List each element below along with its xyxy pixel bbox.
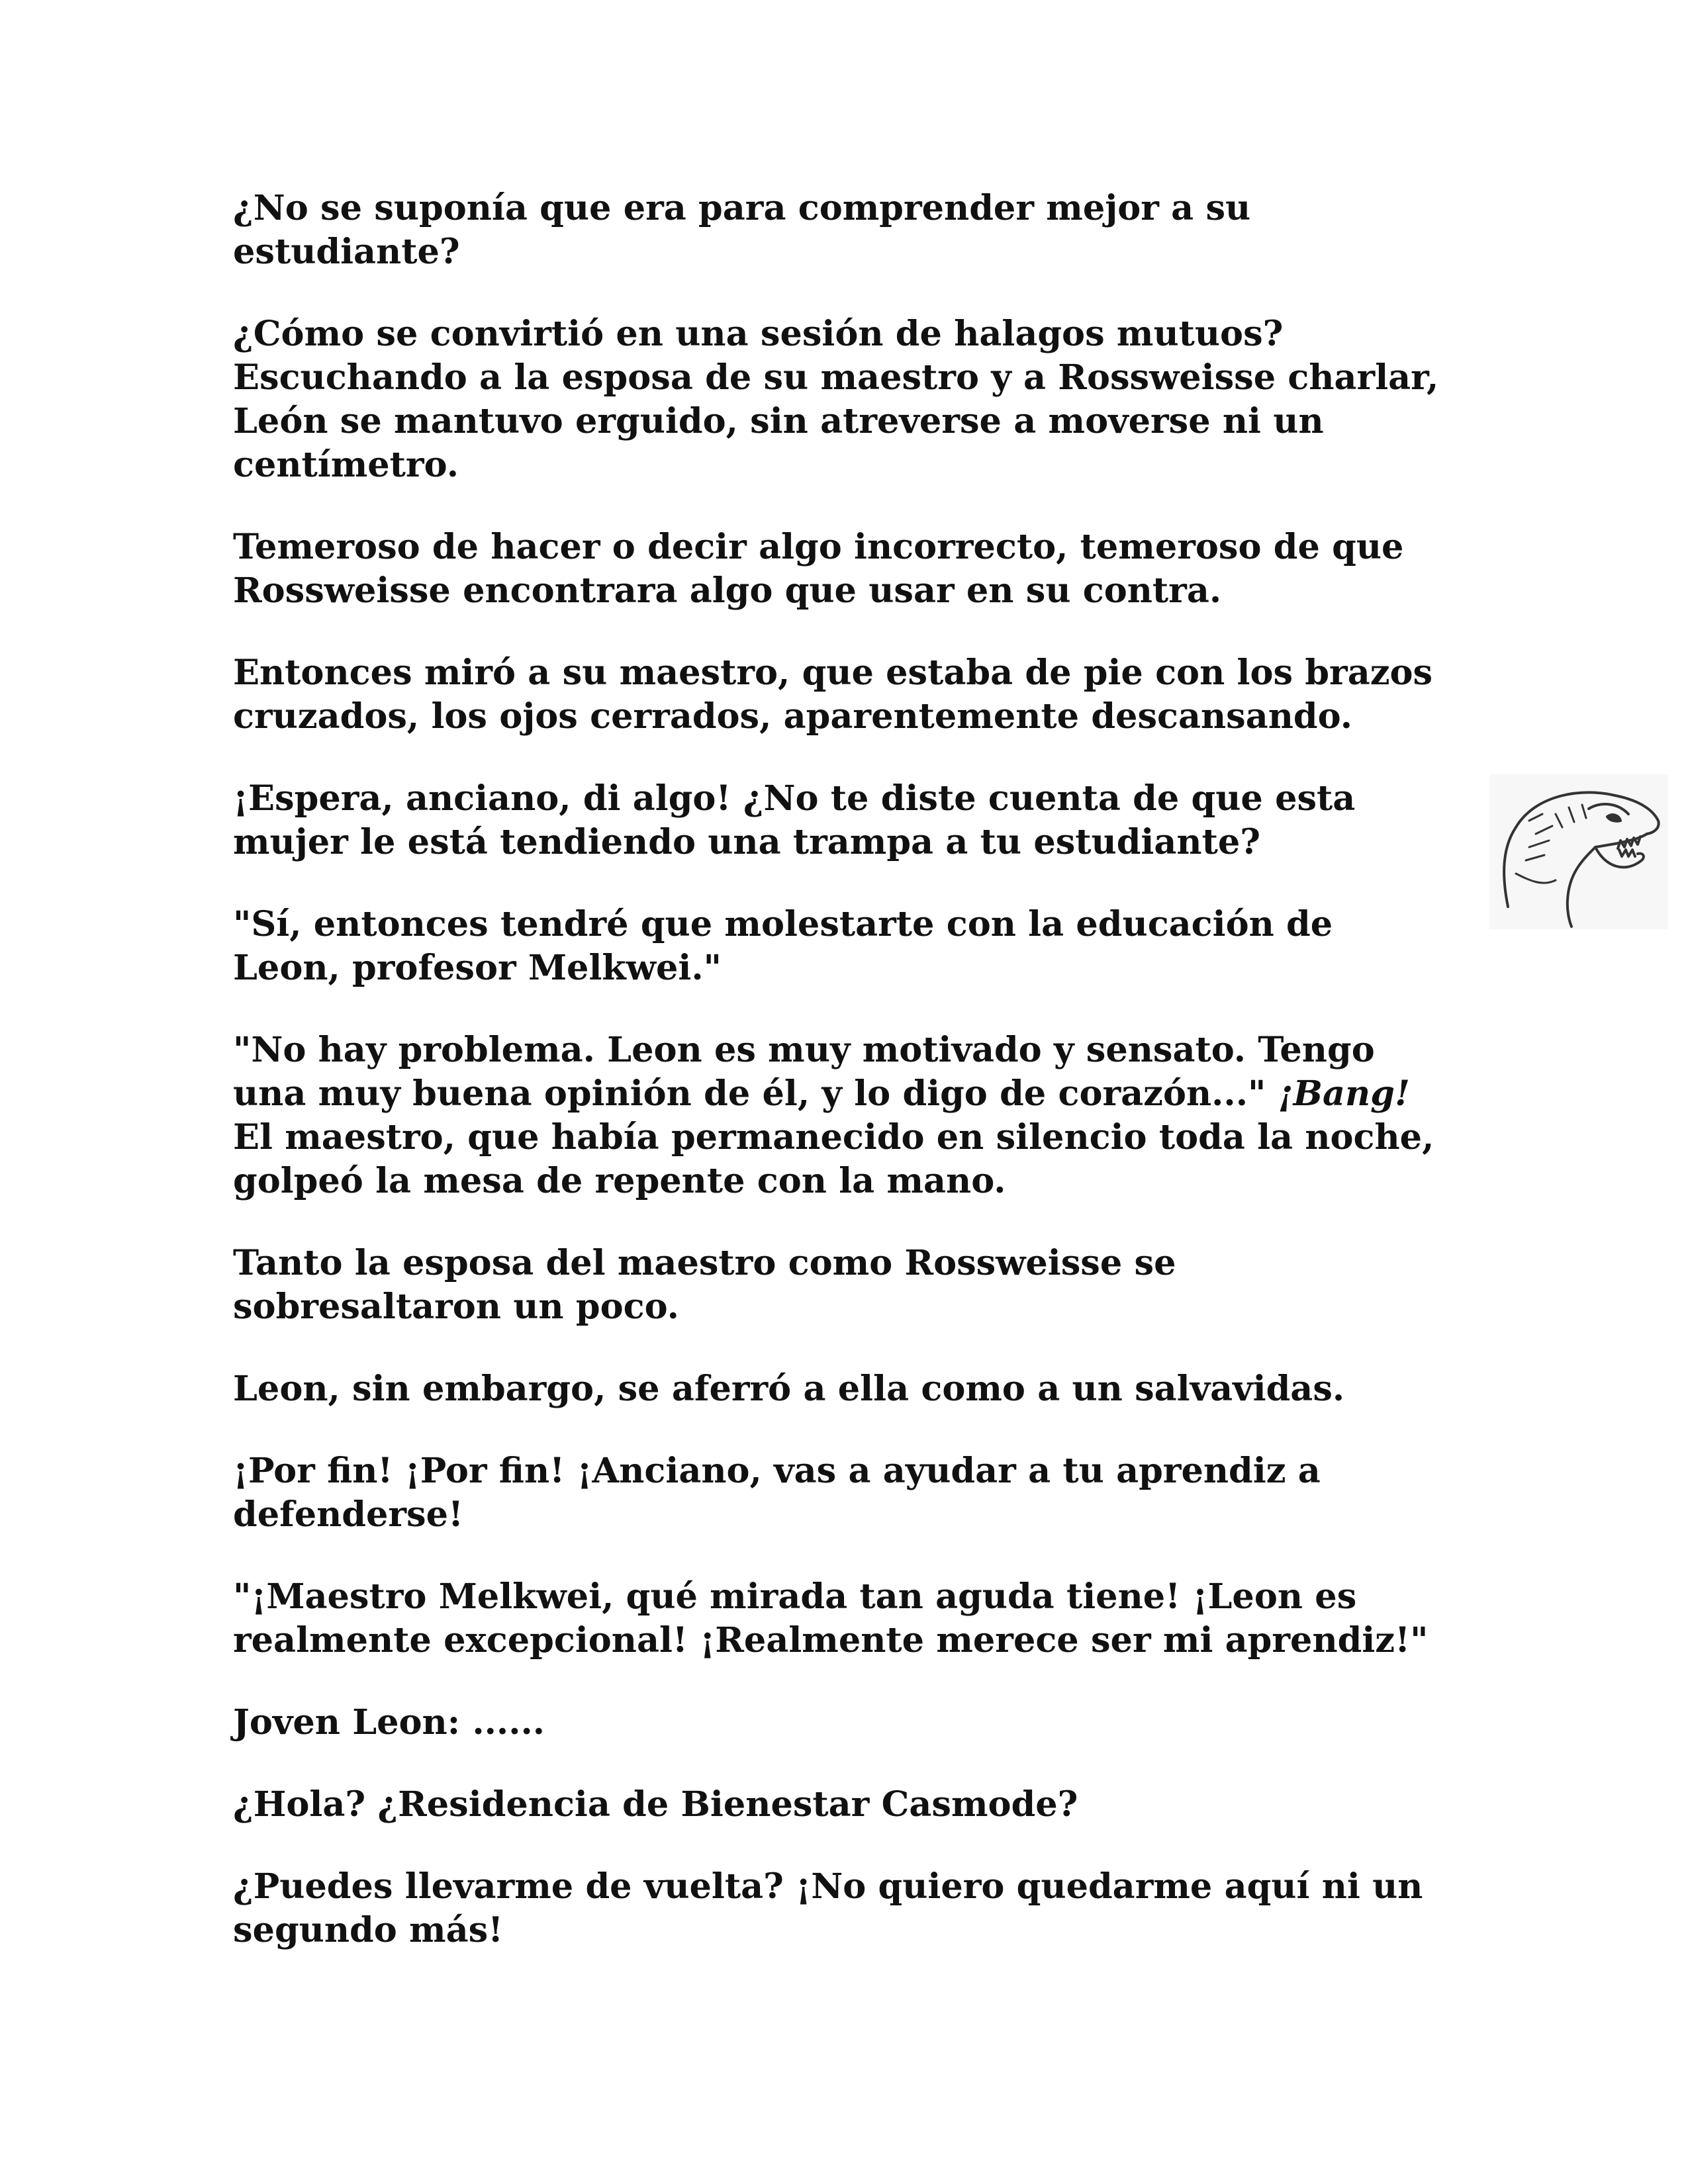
paragraph-8: Tanto la esposa del maestro como Rossweisse se sobresaltaron un poco. — [233, 1243, 1176, 1327]
paragraph-6: "Sí, entonces tendré que molestarte con la educación de Leon, profesor Melkwei." — [233, 904, 1333, 988]
paragraph-10: ¡Por fin! ¡Por fin! ¡Anciano, vas a ayudar a tu aprendiz a defenderse! — [233, 1451, 1321, 1535]
paragraph-13: ¿Hola? ¿Residencia de Bienestar Casmode? — [233, 1784, 1078, 1825]
paragraph-3: Temeroso de hacer o decir algo incorrecto, temeroso de que Rossweisse encontrara algo que usar en su contra. — [233, 527, 1404, 611]
bang-exclamation: ¡Bang! — [1278, 1073, 1410, 1114]
paragraph-14: ¿Puedes llevarme de vuelta? ¡No quiero quedarme aquí ni un segundo más! — [233, 1866, 1423, 1950]
paragraph-9: Leon, sin embargo, se aferró a ella como a un salvavidas. — [233, 1369, 1345, 1409]
document-body — [233, 187, 1451, 1991]
paragraph-7 — [233, 1028, 1451, 1203]
paragraph-1: ¿No se suponía que era para comprender mejor a su estudiante? — [233, 188, 1251, 272]
paragraph-5: ¡Espera, anciano, di algo! ¿No te diste cuenta de que esta mujer le está tendiendo una trampa a tu estudiante? — [233, 778, 1356, 862]
paragraph-7-start: "No hay problema. Leon es muy motivado y sensato. Tengo una muy buena opinión de él, y lo digo de corazón..." — [233, 1030, 1375, 1114]
paragraph-4: Entonces miró a su maestro, que estaba de pie con los brazos cruzados, los ojos cerrados, aparentemente descansando. — [233, 653, 1433, 737]
dinosaur-head-sketch-icon — [1489, 774, 1668, 929]
paragraph-12: Joven Leon: ...... — [233, 1702, 545, 1743]
paragraph-7-end: El maestro, que había permanecido en silencio toda la noche, golpeó la mesa de repente con la mano. — [233, 1117, 1434, 1201]
paragraph-11: "¡Maestro Melkwei, qué mirada tan aguda tiene! ¡Leon es realmente excepcional! ¡Realmente merece ser mi aprendiz!" — [233, 1576, 1429, 1661]
paragraph-2: ¿Cómo se convirtió en una sesión de halagos mutuos? Escuchando a la esposa de su maestro y a Rossweisse charlar, León se mantuvo erguido, sin atreverse a moverse ni un centímetro. — [233, 314, 1439, 485]
